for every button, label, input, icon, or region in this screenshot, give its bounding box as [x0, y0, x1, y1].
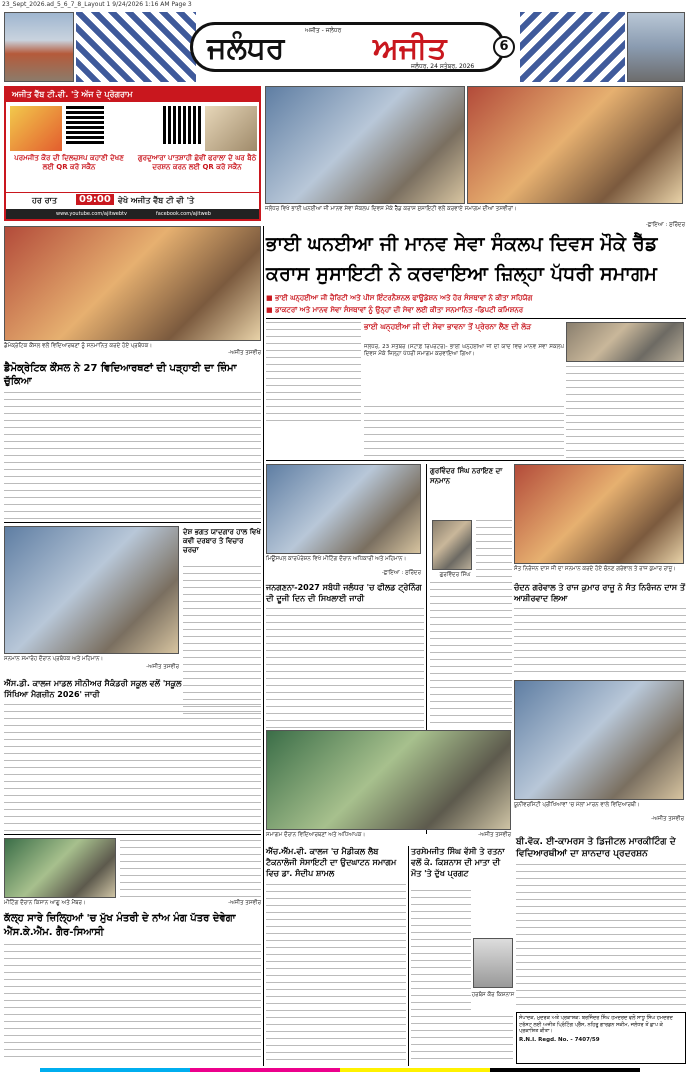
hmv-college-photo [266, 730, 511, 830]
promo-urls [6, 209, 259, 219]
obit-body-2 [411, 1016, 513, 1062]
story-left2-headline: ਐੱਸ.ਡੀ. ਕਾਲਜ ਮਾਡਲ ਸੀਨੀਅਰ ਸੈਕੰਡਰੀ ਸਕੂਲ ਵਲੋਂ 'ਸਕੂਲ ਸਿੱਖਿਆ ਮੈਗਜ਼ੀਨ 2026' ਜਾਰੀ [4, 679, 182, 699]
promo-qr-right [163, 106, 201, 144]
story-left2-body [4, 704, 261, 832]
farmers-photo [4, 838, 116, 898]
story-left3-body [4, 944, 261, 1062]
promo-url-youtube: www.youtube.com/ajitwebtv [56, 211, 127, 217]
farmers-photo-caption: ਮੀਟਿੰਗ ਦੌਰਾਨ ਕਿਸਾਨ ਆਗੂ ਅਤੇ ਮੈਂਬਰ। [4, 900, 86, 906]
lead-subhead-1-text: ਭਾਈ ਘਨ੍ਹਈਆ ਜੀ ਚੈਰਿਟੀ ਅਤੇ ਪੀਸ ਇੰਟਰਨੈਸ਼ਨਲ ਫਾਊਂਡੇਸ਼ਨ ਅਤੇ ਹੋਰ ਸੰਸਥਾਵਾਂ ਨੇ ਕੀਤਾ ਸਹਿਯੋਗ [275, 294, 533, 302]
story-left2-side-headline: ਦੇਸ਼ ਭਗਤ ਯਾਦਗਾਰ ਹਾਲ ਵਿਖੇ ਕਵੀ ਦਰਬਾਰ ਤੇ ਵਿਚਾਰ ਚਰਚਾ [183, 528, 261, 554]
obit-portrait-caption: ਹਰਬੰਸ ਕੌਰ ਕਿਸ਼ਨਾਸ [471, 992, 515, 998]
lead-body-right [566, 366, 684, 458]
students-photo [4, 226, 261, 341]
story-right3-headline: ਬੀ.ਵੋਕ. ਈ-ਕਾਮਰਸ ਤੇ ਡਿਜੀਟਲ ਮਾਰਕੀਟਿੰਗ ਦੇ ਵਿਦਿਆਰਥੀਆਂ ਦਾ ਸ਼ਾਨਦਾਰ ਪ੍ਰਦਰਸ਼ਨ [516, 837, 676, 859]
registration-colour-bar [40, 1068, 640, 1072]
story-right1-body [476, 520, 512, 580]
story-mid3-headline: ਐੱਚ.ਐੱਮ.ਵੀ. ਕਾਲਜ 'ਚ ਮੈਡੀਕਲ ਲੈਬ ਟੈਕਨਾਲੋਜੀ ਸੋਸਾਇਟੀ ਦਾ ਉਦਘਾਟਨ ਸਮਾਗਮ ਵਿਚ ਡਾ. ਸੰਦੀਪ ਸ਼ਾਮਲ [266, 847, 397, 878]
promo-header: ਅਜੀਤ ਵੈੱਬ ਟੀ.ਵੀ. 'ਤੇ ਅੱਜ ਦੇ ਪ੍ਰੋਗਰਾਮ [6, 88, 259, 102]
obit-body [411, 890, 471, 1014]
masthead-date: ਜਲੰਧਰ, 24 ਸਤੰਬਰ, 2026 [411, 63, 475, 70]
lead-photo-2 [467, 86, 683, 204]
story-mid3-body [266, 884, 406, 1062]
story-mid1-body [364, 406, 564, 458]
masthead-left-photo [4, 12, 74, 82]
lead-photo-caption: ਜਲੰਧਰ ਵਿਖੇ ਭਾਈ ਘਨਈਆ ਜੀ ਮਾਨਵ ਸੇਵਾ ਸੰਕਲਪ ਦਿਵਸ ਮੌਕੇ ਰੈੱਡ ਕਰਾਸ ਸੁਸਾਇਟੀ ਵਲੋਂ ਕਰਵਾਏ ਸਮਾਗਮ ਦੀਆਂ ਤਸਵੀਰਾਂ। [265, 206, 517, 212]
lead-photo-1 [265, 86, 465, 204]
awards-photo-caption: ਸਨਮਾਨ ਸਮਾਰੋਹ ਦੌਰਾਨ ਪ੍ਰਬੰਧਕ ਅਤੇ ਮਹਿਮਾਨ। [4, 656, 104, 662]
imprint-box [516, 1012, 686, 1064]
story-left2-side-body [183, 566, 261, 716]
story-mid2-body [266, 608, 424, 728]
gurvinder-portrait [432, 520, 472, 570]
story-left3-side-body [120, 840, 261, 898]
farmers-photo-credit: -ਅਜੀਤ ਤਸਵੀਰ [228, 900, 261, 906]
promo-right-text: ਗੁਰਦੁਆਰਾ ਪਾਤਸ਼ਾਹੀ ਛੇਵੀਂ ਫਰਾਲਾ ਦੇ ਘਰ ਬੈਠੇ ਦਰਸ਼ਨ ਕਰਨ ਲਈ QR ਕਰੋ ਸਕੈਨ [137, 154, 257, 171]
census-photo-credit: -ਛਾਇਆ : ਸੁਰਿੰਦਰ [381, 570, 421, 576]
promo-footer-suffix: ਵੇਖੋ ਅਜੀਤ ਵੈੱਬ ਟੀ ਵੀ 'ਤੇ [118, 196, 195, 205]
lead-inset-photo [566, 322, 684, 362]
promo-right-thumb [205, 106, 257, 151]
obit-portrait [473, 938, 513, 988]
story-left3-headline: ਕੱਲ੍ਹ ਸਾਰੇ ਜ਼ਿਲ੍ਹਿਆਂ 'ਚ ਮੁੱਖ ਮੰਤਰੀ ਦੇ ਨਾਂਅ ਮੰਗ ਪੱਤਰ ਦੇਵੇਗਾ ਐੱਸ.ਕੇ.ਐੱਮ. ਗੈਰ-ਸਿਆਸੀ [4, 913, 236, 938]
story-mid1-headline: ਭਾਈ ਘਨ੍ਹਈਆ ਜੀ ਦੀ ਸੇਵਾ ਭਾਵਨਾ ਤੋਂ ਪ੍ਰੇਰਨਾ ਲੈਣ ਦੀ ਲੋੜ [364, 322, 532, 331]
story-right2-body [514, 608, 686, 678]
toppers-photo-credit: -ਅਜੀਤ ਤਸਵੀਰ [651, 816, 684, 822]
masthead-title-block [190, 22, 505, 72]
promo-qr-left [66, 106, 104, 144]
masthead-right-photo [627, 12, 685, 82]
ajit-web-tv-promo [4, 86, 261, 221]
column-divider-left [263, 226, 264, 1066]
story-right1-body-2 [430, 582, 512, 728]
story-right3-body [516, 864, 686, 1010]
toppers-photo [514, 680, 684, 800]
obit-headline: ਤਰਸੇਮਜੀਤ ਸਿੰਘ ਵੱਸੀ ਤੇ ਰਤਨਾ ਵਲੋਂ ਕੇ. ਕਿਸ਼ਨਾਸ ਦੀ ਮਾਤਾ ਦੀ ਮੌਤ 'ਤੇ ਦੁੱਖ ਪ੍ਰਗਟ [411, 847, 505, 878]
lead-headline-2: ਕਰਾਸ ਸੁਸਾਇਟੀ ਨੇ ਕਰਵਾਇਆ ਜ਼ਿਲ੍ਹਾ ਪੱਧਰੀ ਸਮਾਗਮ [266, 263, 658, 285]
lead-body-col1 [266, 322, 361, 426]
rule-left2 [4, 834, 261, 835]
promo-footer-prefix: ਹਰ ਰਾਤ [32, 196, 58, 205]
story-mid2-headline: ਜਨਗਣਨਾ-2027 ਸਬੰਧੀ ਜਲੰਧਰ 'ਚ ਫੀਲਡ ਟ੍ਰੇਨਿੰਗ ਦੀ ਦੂਜੀ ਦਿਨ ਦੀ ਸਿਖਲਾਈ ਜਾਰੀ [266, 583, 422, 603]
promo-url-facebook: facebook.com/ajitweb [156, 211, 211, 217]
story-left1-body [4, 392, 261, 520]
students-photo-caption: ਡੈਮੋਕ੍ਰੇਟਿਕ ਕੌਂਸਲ ਵਲੋਂ ਵਿਦਿਆਰਥਣਾਂ ਨੂੰ ਸਨਮਾਨਿਤ ਕਰਦੇ ਹੋਏ ਪ੍ਰਬੰਧਕ। [4, 343, 153, 349]
hmv-photo-caption: ਸਮਾਗਮ ਦੌਰਾਨ ਵਿਦਿਆਰਥਣਾਂ ਅਤੇ ਅਧਿਆਪਕ। [266, 832, 366, 838]
lead-subhead-2-text: ਡਾਕਟਰਾਂ ਅਤੇ ਮਾਨਵ ਸੇਵਾ ਸੰਸਥਾਵਾਂ ਨੂੰ ਉਨ੍ਹਾਂ ਦੀ ਸੇਵਾ ਲਈ ਕੀਤਾ ਸਨਮਾਨਿਤ -ਡਿਪਟੀ ਕਮਿਸ਼ਨਰ [275, 306, 524, 314]
rule-mid1 [266, 460, 686, 461]
column-divider-bottom [408, 846, 409, 1066]
toppers-photo-caption: ਯੂਨੀਵਰਸਿਟੀ ਪ੍ਰੀਖਿਆਵਾਂ 'ਚ ਮੱਲਾਂ ਮਾਰਨ ਵਾਲੇ ਵਿਦਿਆਰਥੀ। [514, 802, 640, 808]
lead-subhead-1: ■ ਭਾਈ ਘਨ੍ਹਈਆ ਜੀ ਚੈਰਿਟੀ ਅਤੇ ਪੀਸ ਇੰਟਰਨੈਸ਼ਨਲ ਫਾਊਂਡੇਸ਼ਨ ਅਤੇ ਹੋਰ ਸੰਸਥਾਵਾਂ ਨੇ ਕੀਤਾ ਸਹਿਯੋਗ [266, 294, 533, 302]
hmv-photo-credit: -ਅਜੀਤ ਤਸਵੀਰ [478, 832, 511, 838]
page-slug: 23_Sept_2026.ad_5_6_7_8_Layout 1 9/24/2026 1:16 AM Page 3 [2, 1, 192, 8]
lead-subhead-2: ■ ਡਾਕਟਰਾਂ ਅਤੇ ਮਾਨਵ ਸੇਵਾ ਸੰਸਥਾਵਾਂ ਨੂੰ ਉਨ੍ਹਾਂ ਦੀ ਸੇਵਾ ਲਈ ਕੀਤਾ ਸਨਮਾਨਿਤ -ਡਿਪਟੀ ਕਮਿਸ਼ਨਰ [266, 306, 524, 314]
lead-subhead-rule [266, 318, 686, 319]
census-photo-caption: ਮਿਊਂਸਪਲ ਕਾਰਪੋਰੇਸ਼ਨ ਵਿਖੇ ਮੀਟਿੰਗ ਦੌਰਾਨ ਅਧਿਕਾਰੀ ਅਤੇ ਮਹਿਮਾਨ। [266, 556, 407, 562]
lead-photo-credit: -ਛਾਇਆ : ਸੁਰਿੰਦਰ [645, 222, 685, 228]
lead-headline-1: ਭਾਈ ਘਨਈਆ ਜੀ ਮਾਨਵ ਸੇਵਾ ਸੰਕਲਪ ਦਿਵਸ ਮੌਕੇ ਰੈੱਡ [266, 233, 658, 255]
promo-left-text: ਪਰਮਜੀਤ ਕੌਰ ਦੀ ਦਿਲਚਸਪ ਕਹਾਣੀ ਦੇਖਣ ਲਈ QR ਕਰੋ ਸਕੈਨ [14, 154, 124, 171]
awards-photo-credit: -ਅਜੀਤ ਤਸਵੀਰ [146, 664, 179, 670]
imprint-text: ਸੰਪਾਦਕ, ਮੁਦਰਕ ਅਤੇ ਪ੍ਰਕਾਸ਼ਕ: ਬਰਜਿੰਦਰ ਸਿੰਘ ਹਮਦਰਦ ਵਲੋਂ ਸਾਧੂ ਸਿੰਘ ਹਮਦਰਦ ਟਰੱਸਟ ਲਈ ਅਜੀਤ ਪ੍ਰਿੰਟਿੰਗ ਪ੍ਰੈੱਸ, ਨਹਿਰੂ ਗਾਰਡਨ ਸਕੀਮ, ਜਲੰਧਰ ਤੋਂ ਛਾਪ ਕੇ ਪ੍ਰਕਾਸ਼ਿਤ ਕੀਤਾ। [519, 1015, 673, 1034]
promo-footer [6, 192, 259, 208]
story-right1-headline: ਗੁਰਵਿੰਦਰ ਸਿੰਘ ਨਰਾਇਣ ਦਾ ਸਨਮਾਨ [430, 467, 503, 485]
sant-photo-caption: ਸੰਤ ਨਿਰੰਜਨ ਦਾਸ ਜੀ ਦਾ ਸਨਮਾਨ ਕਰਦੇ ਹੋਏ ਚੰਨਣ ਗਰੇਵਾਲ ਤੇ ਰਾਜ ਕੁਮਾਰ ਰਾਜੂ। [514, 566, 676, 572]
promo-time: 09:00 [76, 194, 114, 205]
awards-photo [4, 526, 179, 654]
rule-left1 [4, 522, 261, 523]
masthead-pattern [76, 12, 196, 82]
imprint-rni: R.N.I. Regd. No. - 7407/59 [519, 1036, 600, 1043]
masthead-small-label: ਅਜੀਤ - ਜਲੰਧਰ [305, 27, 342, 34]
masthead-title-right: ਅਜੀਤ [373, 31, 447, 66]
masthead-title-left: ਜਲੰਧਰ [207, 31, 285, 66]
sant-photo [514, 464, 684, 564]
gurvinder-portrait-caption: ਗੁਰਵਿੰਦਰ ਸਿੰਘ [439, 572, 471, 578]
story-mid1-lead-text: ਜਲੰਧਰ, 23 ਸਤੰਬਰ (ਸਟਾਫ਼ ਰਿਪੋਰਟਰ)- ਭਾਈ ਘਨ੍ਹਈਆ ਜੀ ਦੀ ਯਾਦ ਵਿਚ ਮਾਨਵ ਸੇਵਾ ਸੰਕਲਪ ਦਿਵਸ ਮੌਕੇ ਜ਼ਿਲ੍ਹਾ ਪੱਧਰੀ ਸਮਾਗਮ ਕਰਵਾਇਆ ਗਿਆ। [364, 344, 564, 358]
story-left1-headline: ਡੈਮੋਕ੍ਰੇਟਿਕ ਕੌਂਸਲ ਨੇ 27 ਵਿਦਿਆਰਥਣਾਂ ਦੀ ਪੜ੍ਹਾਈ ਦਾ ਜ਼ਿੰਮਾ ਚੁੱਕਿਆ [4, 363, 237, 387]
page-number: 6 [493, 36, 515, 58]
promo-left-thumb [10, 106, 62, 151]
masthead-pattern-right [520, 12, 625, 82]
census-photo [266, 464, 421, 554]
students-photo-credit: -ਅਜੀਤ ਤਸਵੀਰ [228, 350, 261, 356]
story-right2-headline: ਚੰਦਨ ਗਰੇਵਾਲ ਤੇ ਰਾਜ ਕੁਮਾਰ ਰਾਜੂ ਨੇ ਸੰਤ ਨਿਰੰਜਨ ਦਾਸ ਤੋਂ ਆਸ਼ੀਰਵਾਦ ਲਿਆ [514, 583, 686, 603]
